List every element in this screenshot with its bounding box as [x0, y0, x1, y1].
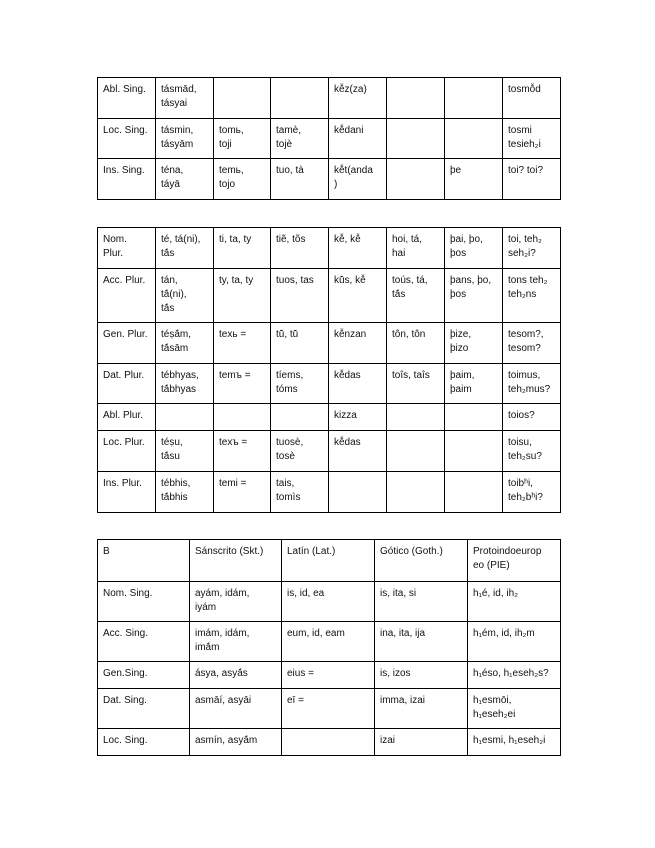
table-cell: [445, 78, 503, 119]
table-cell: [329, 472, 387, 513]
table-cell: h₁é, id, ih₂: [468, 582, 561, 622]
table-cell: toi, teh₂ seh₂i?: [503, 228, 561, 269]
table-cell: is, ita, si: [375, 582, 468, 622]
table-cell: [214, 404, 271, 431]
table-cell: imma, izai: [375, 689, 468, 729]
table-cell: [445, 404, 503, 431]
table-cell: ti, ta, ty: [214, 228, 271, 269]
table-cell: [445, 472, 503, 513]
table-cell: tū̆, tū̆: [271, 323, 329, 364]
table-cell: tosmō̆d: [503, 78, 561, 119]
row-label-cell: Dat. Sing.: [98, 689, 190, 729]
table-row: [98, 78, 561, 119]
table-cell: Sánscrito (Skt.): [190, 540, 282, 582]
table-cell: texъ =: [214, 431, 271, 472]
table-cell: téna, táyā: [156, 159, 214, 200]
table-cell: toîs, taîs: [387, 364, 445, 404]
row-label-cell: Abl. Plur.: [98, 404, 156, 431]
table-cell: tôn, tôn: [387, 323, 445, 364]
row-label-cell: Loc. Sing.: [98, 729, 190, 756]
table-cell: tomь, toji: [214, 119, 271, 159]
table-cell: kē̆das: [329, 431, 387, 472]
declension-table-3: [97, 539, 561, 756]
table-cell: [271, 404, 329, 431]
table-cell: [387, 431, 445, 472]
table-cell: kizza: [329, 404, 387, 431]
table-cell: [214, 78, 271, 119]
row-label-cell: Acc. Sing.: [98, 622, 190, 662]
table-cell: eum, id, eam: [282, 622, 375, 662]
table-cell: tais, tomìs: [271, 472, 329, 513]
table-cell: [387, 472, 445, 513]
table-cell: h₁esmi, h₁eseh₂i: [468, 729, 561, 756]
row-label-cell: Loc. Plur.: [98, 431, 156, 472]
table-cell: texь =: [214, 323, 271, 364]
table-cell: þaim, þaim: [445, 364, 503, 404]
table-cell: tébhis, tā́bhis: [156, 472, 214, 513]
table-cell: [387, 119, 445, 159]
table-cell: tosmi tesieh₂i: [503, 119, 561, 159]
table-cell: tons teh₂ teh₂ns: [503, 269, 561, 323]
table-row: [98, 323, 561, 364]
table-cell: Latín (Lat.): [282, 540, 375, 582]
table-cell: tamè, tojè: [271, 119, 329, 159]
table-cell: ásya, asyā́s: [190, 662, 282, 689]
row-label-cell: Nom. Sing.: [98, 582, 190, 622]
table-cell: kē̆das: [329, 364, 387, 404]
table-cell: [156, 404, 214, 431]
declension-table-1: [97, 77, 561, 200]
table-cell: kē̆t(anda ): [329, 159, 387, 200]
table-cell: tán, tā́(ni), tā́s: [156, 269, 214, 323]
row-label-cell: B: [98, 540, 190, 582]
table-cell: þai, þo, þos: [445, 228, 503, 269]
table-cell: izai: [375, 729, 468, 756]
table-cell: kē̆dani: [329, 119, 387, 159]
table-cell: is, izos: [375, 662, 468, 689]
row-label-cell: Ins. Sing.: [98, 159, 156, 200]
table-cell: Gótico (Goth.): [375, 540, 468, 582]
row-label-cell: Ins. Plur.: [98, 472, 156, 513]
row-label-cell: Gen. Plur.: [98, 323, 156, 364]
table-cell: asmín, asyā́m: [190, 729, 282, 756]
table-cell: temь, tojo: [214, 159, 271, 200]
table-cell: kē̆nzan: [329, 323, 387, 364]
table-cell: téṣu, tā́su: [156, 431, 214, 472]
table-row: [98, 159, 561, 200]
table-cell: temъ =: [214, 364, 271, 404]
table-cell: tuo, tà: [271, 159, 329, 200]
table-cell: eius =: [282, 662, 375, 689]
table-cell: toisu, teh₂su?: [503, 431, 561, 472]
table-cell: þe: [445, 159, 503, 200]
table-row: [98, 431, 561, 472]
table-cell: tébhyas, tā́bhyas: [156, 364, 214, 404]
table-cell: toibʰi, teh₂bʰi?: [503, 472, 561, 513]
table-cell: tesom?, tesom?: [503, 323, 561, 364]
table-cell: eī =: [282, 689, 375, 729]
table-cell: kū̆s, kē̆: [329, 269, 387, 323]
table-cell: tuos, tas: [271, 269, 329, 323]
table-row: [98, 689, 561, 729]
header-row: [98, 540, 561, 582]
table-cell: ina, ita, ija: [375, 622, 468, 662]
table-cell: kē̆, kē̆: [329, 228, 387, 269]
table-cell: þize, þizo: [445, 323, 503, 364]
table-row: [98, 364, 561, 404]
table-row: [98, 269, 561, 323]
table-cell: is, id, ea: [282, 582, 375, 622]
table-cell: tásmād, tásyai: [156, 78, 214, 119]
row-label-cell: Abl. Sing.: [98, 78, 156, 119]
table-cell: tíems, tóms: [271, 364, 329, 404]
row-label-cell: Nom. Plur.: [98, 228, 156, 269]
row-label-cell: Acc. Plur.: [98, 269, 156, 323]
table-row: [98, 662, 561, 689]
table-row: [98, 119, 561, 159]
table-cell: [387, 159, 445, 200]
table-cell: toús, tá, tā́s: [387, 269, 445, 323]
table-cell: toios?: [503, 404, 561, 431]
row-label-cell: Dat. Plur.: [98, 364, 156, 404]
table-cell: [445, 431, 503, 472]
table-cell: [445, 119, 503, 159]
table-cell: kē̆z(za): [329, 78, 387, 119]
table-cell: þans, þo, þos: [445, 269, 503, 323]
table-cell: toimus, teh₂mus?: [503, 364, 561, 404]
table-cell: [387, 404, 445, 431]
table-cell: asmāí, asyāi: [190, 689, 282, 729]
row-label-cell: Loc. Sing.: [98, 119, 156, 159]
table-row: [98, 472, 561, 513]
table-cell: temi =: [214, 472, 271, 513]
table-cell: ty, ta, ty: [214, 269, 271, 323]
table-cell: tásmin, tásyām: [156, 119, 214, 159]
table-row: [98, 622, 561, 662]
table-cell: h₁ém, id, ih₂m: [468, 622, 561, 662]
row-label-cell: Gen.Sing.: [98, 662, 190, 689]
table-cell: [271, 78, 329, 119]
table-cell: h₁esmōi, h₁eseh₂ei: [468, 689, 561, 729]
table-cell: tiẽ, tõs: [271, 228, 329, 269]
table-cell: hoi, tá, hai: [387, 228, 445, 269]
table-cell: Protoindoeurop eo (PIE): [468, 540, 561, 582]
table-cell: h₁éso, h₁eseh₂s?: [468, 662, 561, 689]
table-row: [98, 228, 561, 269]
table-cell: téṣā́m, tā́sām: [156, 323, 214, 364]
table-cell: imám, idám, imā́m: [190, 622, 282, 662]
table-cell: [282, 729, 375, 756]
table-cell: [387, 78, 445, 119]
table-row: [98, 404, 561, 431]
table-cell: toi? toi?: [503, 159, 561, 200]
table-row: [98, 729, 561, 756]
table-row: [98, 582, 561, 622]
table-cell: tuosè, tosè: [271, 431, 329, 472]
table-cell: ayám, idám, iyám: [190, 582, 282, 622]
table-cell: té, tá(ni), tā́s: [156, 228, 214, 269]
declension-table-2: [97, 227, 561, 513]
